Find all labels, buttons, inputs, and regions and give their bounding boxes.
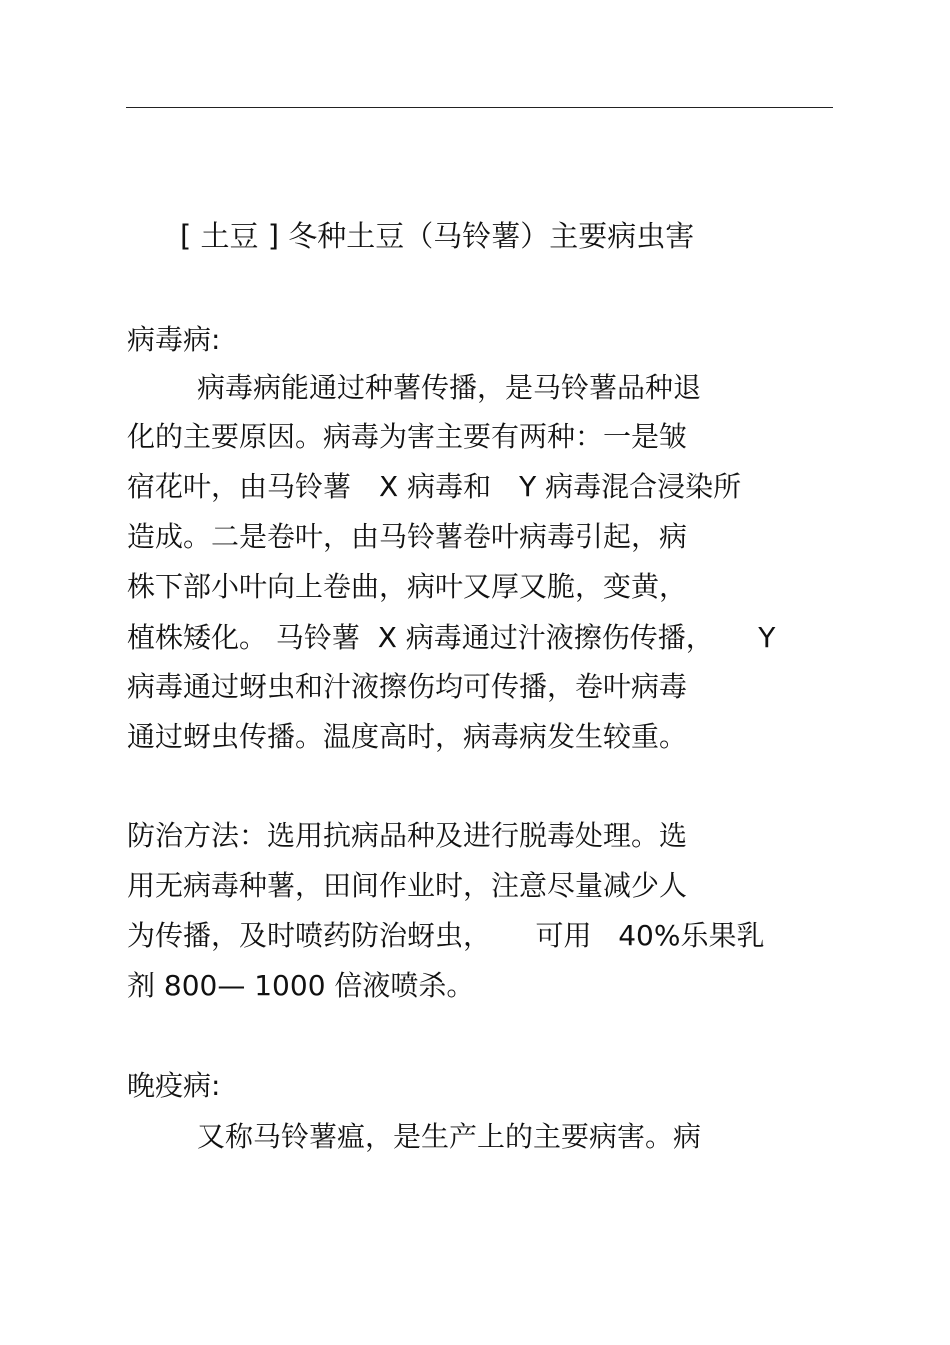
paragraph-line: 通过蚜虫传播。温度高时，病毒病发生较重。	[127, 720, 688, 753]
header-rule	[126, 107, 833, 108]
section-heading-virus-disease: 病毒病:	[127, 323, 221, 356]
section-heading-late-blight: 晚疫病:	[127, 1069, 221, 1102]
paragraph-line: 用无病毒种薯，田间作业时，注意尽量减少人	[127, 869, 688, 902]
paragraph-line: 株下部小叶向上卷曲，病叶又厚又脆，变黄，	[127, 570, 688, 603]
paragraph-line: 化的主要原因。病毒为害主要有两种：一是皱	[127, 420, 688, 453]
paragraph-line-control-methods: 防治方法：选用抗病品种及进行脱毒处理。选	[127, 819, 688, 852]
paragraph-line: 病毒通过蚜虫和汁液擦伤均可传播，卷叶病毒	[127, 670, 688, 703]
paragraph-line: 造成。二是卷叶，由马铃薯卷叶病毒引起，病	[127, 520, 688, 553]
paragraph-line: 植株矮化。 马铃薯 X 病毒通过汁液擦伤传播， Y	[127, 621, 776, 654]
document-title: [ 土豆 ] 冬种土豆（马铃薯）主要病虫害	[180, 219, 695, 253]
paragraph-line: 宿花叶，由马铃薯 X 病毒和 Y 病毒混合浸染所	[127, 470, 742, 503]
paragraph-line: 病毒病能通过种薯传播，是马铃薯品种退	[197, 371, 702, 404]
paragraph-line: 为传播，及时喷药防治蚜虫， 可用 40%乐果乳	[127, 919, 765, 952]
paragraph-line: 剂 800— 1000 倍液喷杀。	[127, 969, 475, 1002]
paragraph-line: 又称马铃薯瘟，是生产上的主要病害。病	[197, 1120, 702, 1153]
